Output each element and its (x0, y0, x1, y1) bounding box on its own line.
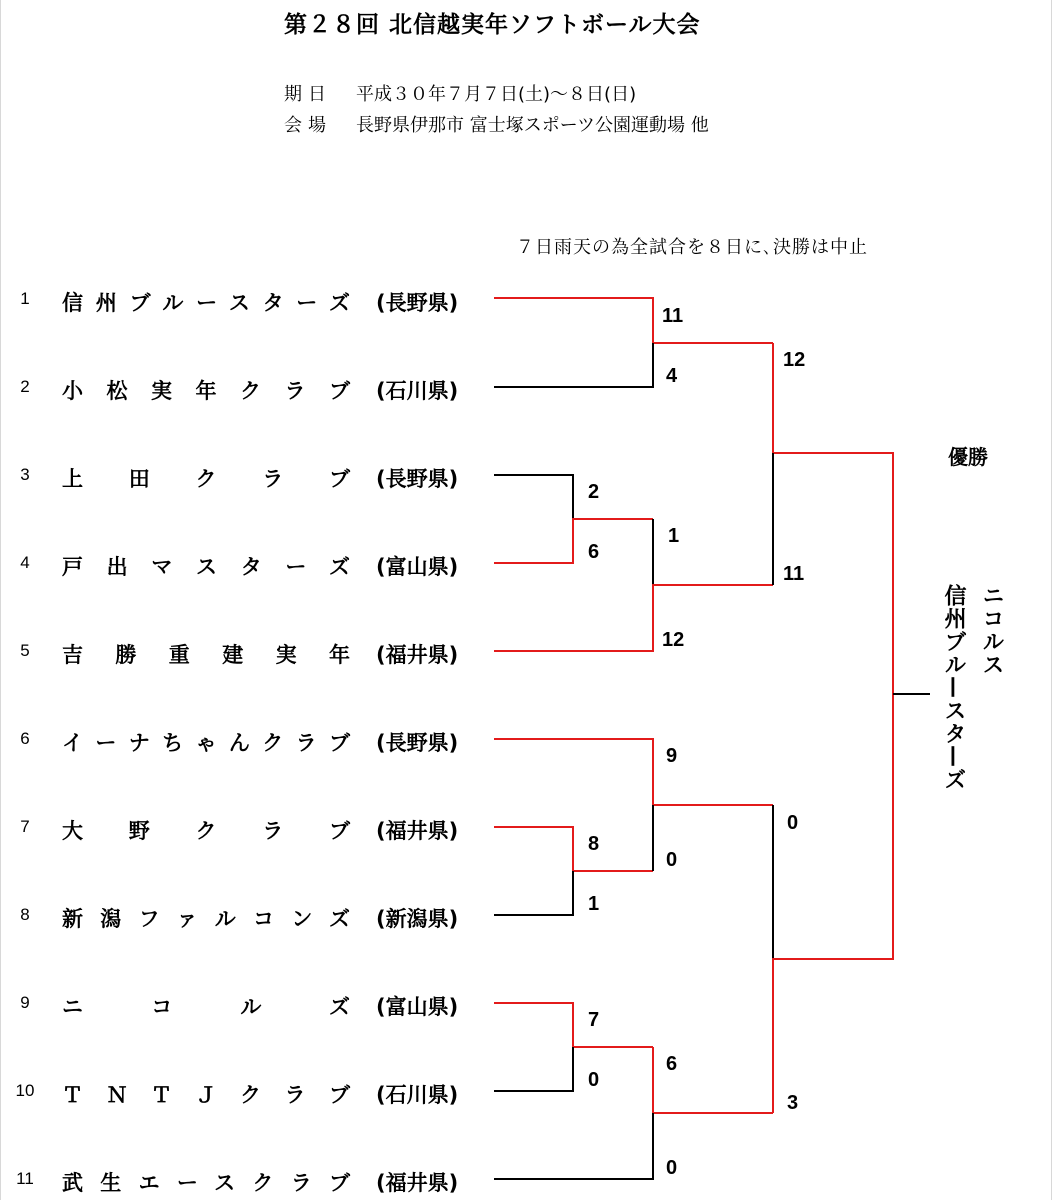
team-prefecture: (新潟県) (376, 907, 459, 931)
bracket-line-loss (494, 1047, 573, 1091)
bracket-line-win (494, 585, 773, 651)
team-name: 大野クラブ (62, 819, 350, 843)
bracket-line-win (494, 1003, 653, 1047)
score-label: 1 (668, 525, 680, 547)
team-prefecture: (長野県) (376, 291, 459, 315)
bracket-line-loss (494, 1113, 653, 1179)
bracket-line-loss (494, 871, 573, 915)
score-label: 11 (783, 563, 805, 585)
team-name: 小松実年クラブ (62, 379, 350, 403)
team-name: ＴＮＴＪクラブ (62, 1083, 350, 1107)
team-prefecture: (富山県) (376, 995, 459, 1019)
score-label: 0 (787, 812, 799, 834)
team-prefecture: (福井県) (376, 1171, 459, 1195)
seed-number: 3 (20, 465, 30, 484)
team-prefecture: (富山県) (376, 555, 459, 579)
team-name: 戸出マスターズ (62, 555, 350, 579)
team-prefecture: (長野県) (376, 467, 459, 491)
score-label: 3 (787, 1092, 799, 1114)
score-label: 0 (666, 1157, 678, 1179)
score-label: 2 (588, 481, 600, 503)
champion-team-1: 信州ブル—スタ—ズ (941, 584, 966, 791)
team-prefecture: (石川県) (376, 1083, 459, 1107)
team-name: 武生エースクラブ (62, 1171, 350, 1195)
score-label: 1 (588, 893, 600, 915)
team-name: 信州ブルースターズ (62, 291, 350, 315)
team-prefecture: (石川県) (376, 379, 459, 403)
venue-label: 会場 (284, 115, 332, 136)
seed-number: 7 (20, 817, 30, 836)
team-name: 上田クラブ (62, 467, 350, 491)
seed-number: 6 (20, 729, 30, 748)
score-label: 0 (588, 1069, 600, 1091)
seed-number: 9 (20, 993, 30, 1012)
score-label: 7 (588, 1009, 600, 1031)
team-name: ニコルズ (62, 995, 350, 1019)
score-label: 12 (662, 629, 685, 651)
team-name: 吉勝重建実年 (62, 643, 350, 667)
champion-label: 優勝 (948, 445, 988, 469)
champion-team-2: ニコルス (979, 584, 1004, 676)
score-label: 9 (666, 745, 678, 767)
bracket-line-win (773, 343, 893, 694)
seed-number: 2 (20, 377, 30, 396)
score-label: 0 (666, 849, 678, 871)
bracket-line-win (773, 694, 893, 1113)
team-name: イーナちゃんクラブ (62, 731, 350, 755)
page-title: 第２８回 北信越実年ソフトボール大会 (284, 12, 701, 38)
seed-number: 8 (20, 905, 30, 924)
bracket-line-win (494, 739, 773, 805)
score-label: 6 (666, 1053, 678, 1075)
bracket-line-win (494, 298, 773, 343)
seed-number: 4 (20, 553, 30, 572)
score-label: 4 (666, 365, 678, 387)
score-label: 12 (783, 349, 806, 371)
bracket-lines (494, 298, 930, 1179)
team-prefecture: (長野県) (376, 731, 459, 755)
seed-number: 10 (15, 1081, 35, 1100)
score-label: 11 (662, 305, 684, 327)
seed-number: 5 (20, 641, 30, 660)
seed-number: 11 (16, 1169, 34, 1188)
bracket-line-win (494, 519, 653, 563)
team-name: 新潟ファルコンズ (62, 907, 350, 931)
seed-number: 1 (20, 289, 30, 308)
date-label: 期日 (284, 84, 332, 105)
schedule-note: ７日雨天の為全試合を８日に､決勝は中止 (516, 237, 868, 258)
bracket-line-loss (494, 343, 653, 387)
date-value: 平成３０年７月７日(土)～８日(日) (356, 84, 637, 105)
venue-value: 長野県伊那市 富士塚スポーツ公園運動場 他 (356, 115, 709, 136)
score-label: 8 (588, 833, 600, 855)
bracket-line-win (494, 827, 653, 871)
team-prefecture: (福井県) (376, 643, 459, 667)
bracket-line-loss (494, 475, 573, 519)
team-prefecture: (福井県) (376, 819, 459, 843)
score-label: 6 (588, 541, 600, 563)
